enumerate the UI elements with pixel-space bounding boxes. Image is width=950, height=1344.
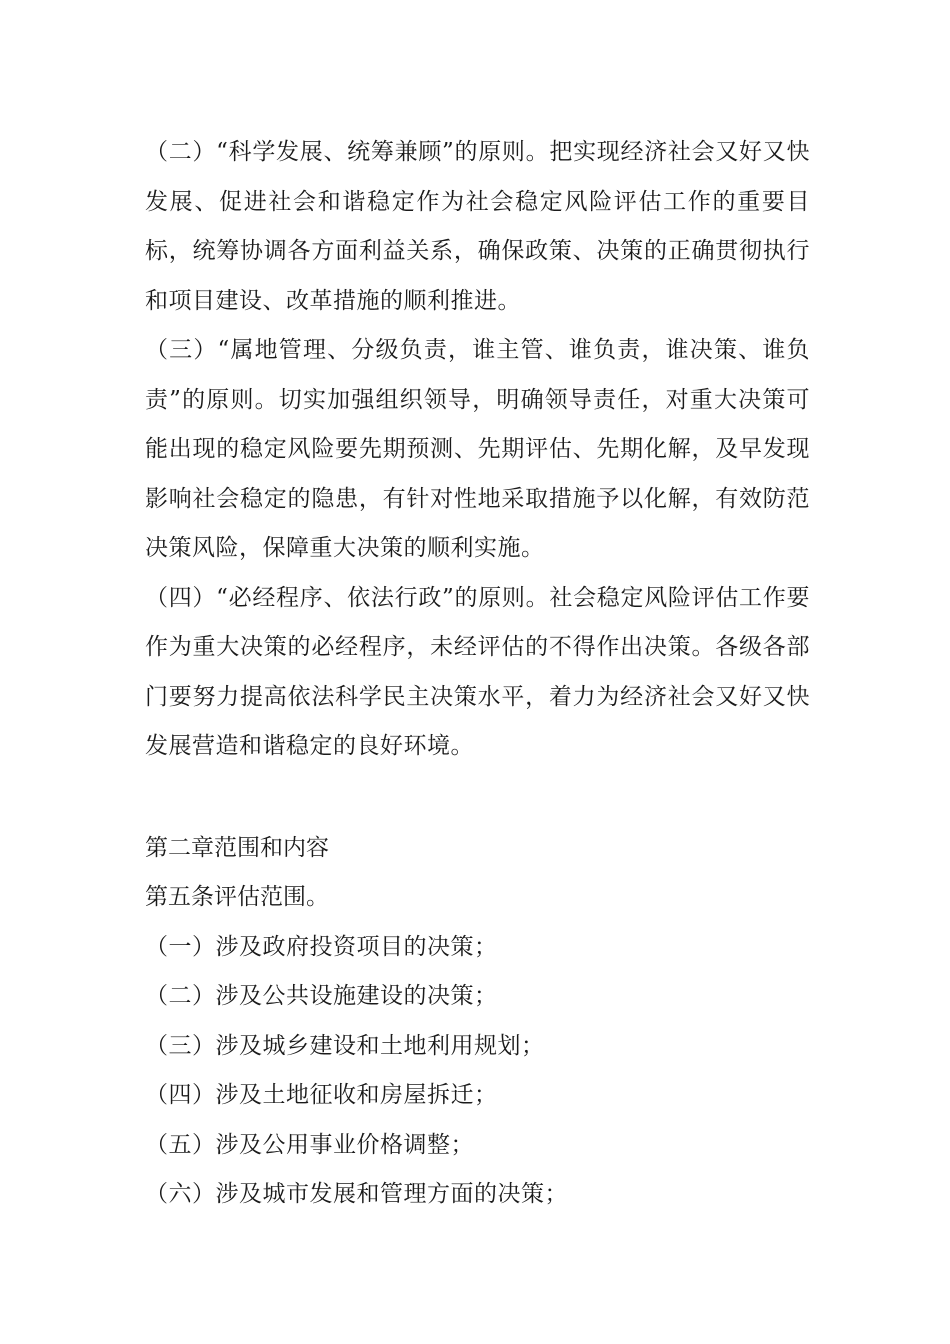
- list-item: （四）涉及土地征收和房屋拆迁；: [145, 1082, 498, 1108]
- list-item: （二）涉及公共设施建设的决策；: [145, 983, 498, 1009]
- article-title: 第五条评估范围。: [145, 884, 329, 910]
- chapter-title: 第二章范围和内容: [145, 834, 329, 861]
- scope-list: [145, 923, 810, 1220]
- document-page: [145, 128, 810, 1220]
- list-item: （三）涉及城乡建设和土地利用规划；: [145, 1032, 545, 1059]
- list-item: （一）涉及政府投资项目的决策；: [145, 933, 498, 960]
- principle-paragraph-4: （四）“必经程序、依法行政”的原则。社会稳定风险评估工作要作为重大决策的必经程序，未经评估的不得作出决策。各级各部门要努力提高依法科学民主决策水平，着力为经济社会又好又快发展营造和谐稳定的良好环境。: [145, 584, 810, 759]
- principle-paragraph-3: （三）“属地管理、分级负责，谁主管、谁负责，谁决策、谁负责”的原则。切实加强组织领导，明确领导责任，对重大决策可能出现的稳定风险要先期预测、先期评估、先期化解，及早发现影响社会稳定的隐患，有针对性地采取措施予以化解，有效防范决策风险，保障重大决策的顺利实施。: [145, 337, 810, 561]
- list-item: （六）涉及城市发展和管理方面的决策；: [145, 1181, 568, 1207]
- list-item: （五）涉及公用事业价格调整；: [145, 1131, 474, 1158]
- principle-paragraph-2: （二）“科学发展、统筹兼顾”的原则。把实现经济社会又好又快发展、促进社会和谐稳定作为社会稳定风险评估工作的重要目标，统筹协调各方面利益关系，确保政策、决策的正确贯彻执行和项目建设、改革措施的顺利推进。: [145, 139, 810, 314]
